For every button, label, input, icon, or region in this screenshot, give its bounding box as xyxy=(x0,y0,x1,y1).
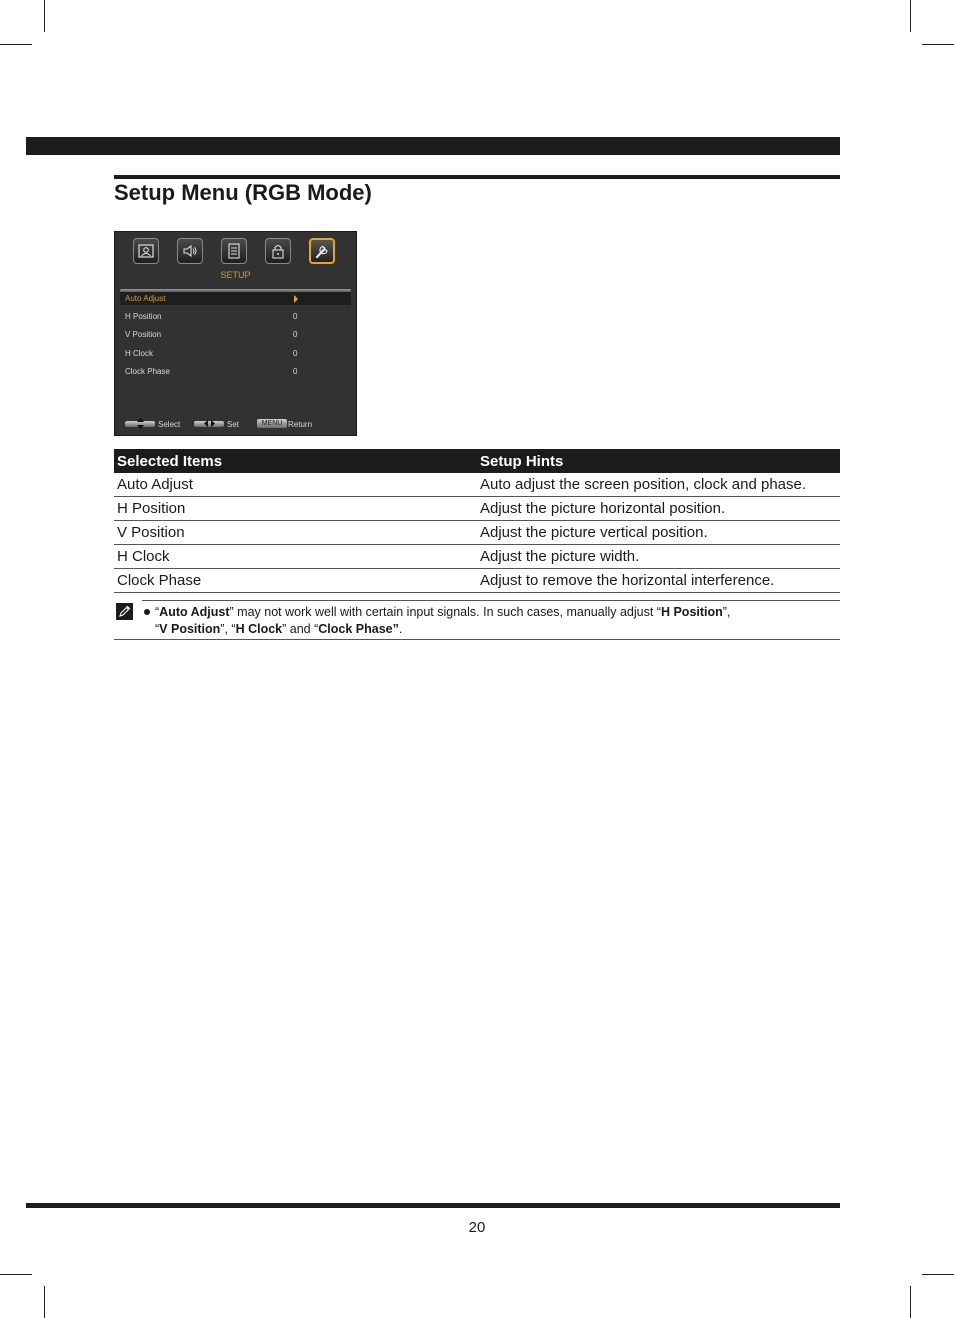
column-header-selected-items: Selected Items xyxy=(114,449,477,473)
note-line-2 xyxy=(144,621,834,638)
set-label: Set xyxy=(227,420,240,429)
osd-footer-select xyxy=(125,420,205,430)
setup-hints-table xyxy=(114,449,840,593)
table-cell-item: H Clock xyxy=(114,545,477,569)
table-row xyxy=(114,569,840,593)
table-row xyxy=(114,521,840,545)
note-term-v-position: V Position xyxy=(159,622,221,636)
menu-key: MENU xyxy=(257,419,287,428)
table-cell-hint: Adjust to remove the horizontal interference. xyxy=(477,569,840,593)
note-fragment: ” and “ xyxy=(282,622,319,636)
crop-mark xyxy=(922,44,954,45)
osd-row-h-clock[interactable] xyxy=(120,347,351,360)
osd-row-auto-adjust[interactable] xyxy=(120,292,351,305)
note-line-1 xyxy=(144,604,834,621)
setup-icon[interactable] xyxy=(309,238,335,264)
picture-icon[interactable] xyxy=(133,238,159,264)
note-term-h-clock: H Clock xyxy=(235,622,283,636)
column-header-setup-hints: Setup Hints xyxy=(477,449,840,473)
note-bottom-rule xyxy=(114,639,840,640)
table-cell-item: Clock Phase xyxy=(114,569,477,593)
note-term-clock-phase: Clock Phase” xyxy=(318,622,399,636)
osd-row-label: Clock Phase xyxy=(125,367,170,376)
page-title: Setup Menu (RGB Mode) xyxy=(114,180,372,205)
up-down-arrow-icon xyxy=(136,417,145,430)
osd-row-clock-phase[interactable] xyxy=(120,365,351,378)
footer-rule xyxy=(26,1203,840,1208)
note-top-rule xyxy=(142,600,840,601)
crop-mark xyxy=(0,44,32,45)
crop-mark xyxy=(922,1274,954,1275)
crop-mark xyxy=(44,0,45,32)
return-label: Return xyxy=(288,420,313,429)
note-term-h-position: H Position xyxy=(660,605,723,619)
pencil-note-icon xyxy=(116,603,133,620)
osd-row-label: H Position xyxy=(125,312,162,321)
page-number: 20 xyxy=(468,1219,486,1236)
note-fragment: “ xyxy=(155,622,160,636)
note-fragment: ” may not work well with certain input signals. In such cases, manually adjust “ xyxy=(229,605,661,619)
osd-row-v-position[interactable] xyxy=(120,328,351,341)
osd-menu-screenshot xyxy=(114,231,357,436)
channel-icon[interactable] xyxy=(221,238,247,264)
table-row xyxy=(114,497,840,521)
table-cell-item: H Position xyxy=(114,497,477,521)
osd-row-h-position[interactable] xyxy=(120,310,351,323)
osd-row-value: 0 xyxy=(293,367,298,376)
table-cell-item: Auto Adjust xyxy=(114,473,477,497)
osd-row-value: 0 xyxy=(293,330,298,339)
table-cell-hint: Adjust the picture vertical position. xyxy=(477,521,840,545)
osd-active-tab-label: SETUP xyxy=(220,270,251,280)
note-term-auto-adjust: Auto Adjust xyxy=(159,605,230,619)
crop-mark xyxy=(0,1274,32,1275)
note-fragment: ”, “ xyxy=(220,622,236,636)
left-right-arrow-icon xyxy=(203,419,216,428)
table-row xyxy=(114,545,840,569)
table-cell-hint: Adjust the picture width. xyxy=(477,545,840,569)
note-text xyxy=(144,604,834,638)
table-cell-hint: Adjust the picture horizontal position. xyxy=(477,497,840,521)
table-row xyxy=(114,473,840,497)
bullet-icon xyxy=(144,609,150,615)
title-rule xyxy=(114,175,840,179)
table-cell-item: V Position xyxy=(114,521,477,545)
osd-row-label: H Clock xyxy=(125,349,154,358)
crop-mark xyxy=(910,1286,911,1318)
chevron-right-icon xyxy=(294,295,298,303)
note-fragment: ”, xyxy=(722,605,731,619)
osd-footer-set xyxy=(194,420,254,430)
osd-row-value: 0 xyxy=(293,312,298,321)
note-fragment: . xyxy=(398,622,403,636)
osd-row-value: 0 xyxy=(293,349,298,358)
select-label: Select xyxy=(158,420,181,429)
sound-icon[interactable] xyxy=(177,238,203,264)
osd-row-label: V Position xyxy=(125,330,162,339)
crop-mark xyxy=(910,0,911,32)
osd-footer-return xyxy=(257,420,337,430)
header-bar xyxy=(26,137,840,155)
table-header-row xyxy=(114,449,840,473)
crop-mark xyxy=(44,1286,45,1318)
lock-icon[interactable] xyxy=(265,238,291,264)
osd-row-label: Auto Adjust xyxy=(125,294,166,303)
note-fragment: “ xyxy=(155,605,160,619)
table-cell-hint: Auto adjust the screen position, clock and phase. xyxy=(477,473,840,497)
